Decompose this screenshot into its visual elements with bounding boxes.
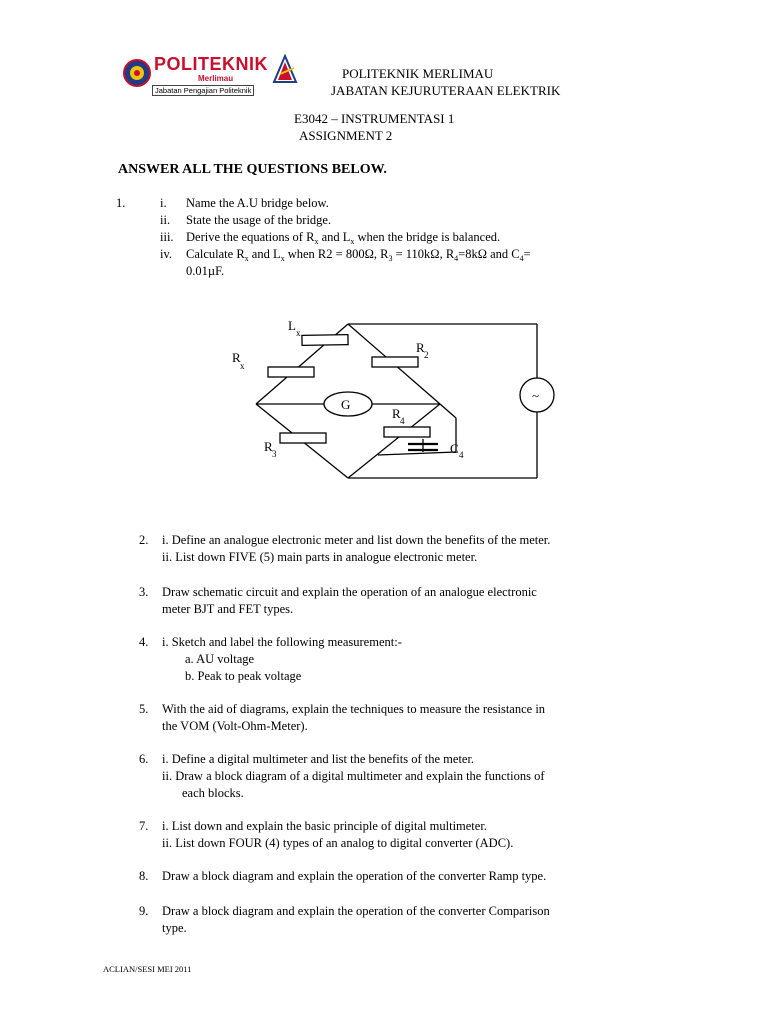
c4-label: C — [450, 441, 459, 456]
r2-resistor — [372, 357, 418, 367]
q6-line3: each blocks. — [182, 786, 244, 800]
q1-part-ii: State the usage of the bridge. — [186, 213, 332, 227]
lx-inductor — [302, 335, 348, 346]
rx-label-sub: x — [240, 361, 245, 371]
q1-part-iv-line1: Calculate $R_x$ and $L_x$ when R2 = 800Ω, $R_3 = 110k\Omega$, $R_4=8k\Omega$ and $C_4=$ — [186, 247, 531, 263]
r2-label-sub: 2 — [424, 350, 429, 360]
c4-label-sub: 4 — [459, 450, 464, 460]
galvanometer-label: G — [341, 397, 351, 412]
q5-number: 5. — [139, 702, 149, 716]
q2-line1: i. Define an analogue electronic meter and list down the benefits of the meter. — [162, 533, 551, 547]
rx-label: R — [232, 350, 241, 365]
r3-label: R — [264, 439, 273, 454]
q1-number: 1. — [116, 196, 126, 210]
assignment-title: ASSIGNMENT 2 — [299, 128, 393, 143]
q9-line1: Draw a block diagram and explain the operation of the converter Comparison — [162, 904, 550, 918]
q9-number: 9. — [139, 904, 149, 918]
q9-line2: type. — [162, 921, 187, 935]
q8-line1: Draw a block diagram and explain the operation of the converter Ramp type. — [162, 869, 547, 883]
q1-part-iv-line2: 0.01µF. — [186, 264, 225, 278]
instructions: ANSWER ALL THE QUESTIONS BELOW. — [118, 162, 387, 177]
q4-line2: a. AU voltage — [185, 652, 255, 666]
q4-line3: b. Peak to peak voltage — [185, 669, 302, 683]
crest-icon — [122, 56, 152, 90]
q7-line1: i. List down and explain the basic principle of digital multimeter. — [162, 819, 487, 833]
q3-line2: meter BJT and FET types. — [162, 602, 294, 616]
r2-label: R — [416, 340, 425, 355]
source-label: ~ — [532, 388, 540, 403]
r4-label: R — [392, 406, 401, 421]
q4-line1: i. Sketch and label the following measurement:- — [162, 635, 402, 649]
r3-resistor — [280, 433, 326, 443]
q7-line2: ii. List down FOUR (4) types of an analog to digital converter (ADC). — [162, 836, 514, 850]
q7-number: 7. — [139, 819, 149, 833]
r4-label-sub: 4 — [400, 416, 405, 426]
q1-part-ii-marker: ii. — [160, 213, 171, 227]
q2-line2: ii. List down FIVE (5) main parts in analogue electronic meter. — [162, 550, 478, 564]
q1-part-iii: Derive the equations of $R_x$ and $L_x$ when the bridge is balanced. — [186, 230, 501, 246]
r4-resistor — [384, 427, 430, 437]
q6-line2: ii. Draw a block diagram of a digital multimeter and explain the functions of — [162, 769, 545, 783]
logo-name: POLITEKNIK — [154, 54, 269, 74]
emblem-icon — [272, 54, 298, 84]
q6-number: 6. — [139, 752, 149, 766]
bridge-circuit-diagram — [0, 300, 768, 500]
course-title: E3042 – INSTRUMENTASI 1 — [294, 111, 455, 126]
footer-text: ACLIAN/SESI MEI 2011 — [103, 964, 192, 974]
department-name: JABATAN KEJURUTERAAN ELEKTRIK — [331, 83, 561, 98]
q1-part-i-marker: i. — [160, 196, 167, 210]
logo-department: Jabatan Pengajian Politeknik — [152, 85, 254, 96]
q3-number: 3. — [139, 585, 149, 599]
politeknik-logo — [120, 52, 300, 104]
r3-label-sub: 3 — [272, 449, 277, 459]
q1-part-iii-marker: iii. — [160, 230, 174, 244]
logo-campus: Merlimau — [198, 74, 234, 83]
q6-line1: i. Define a digital multimeter and list the benefits of the meter. — [162, 752, 475, 766]
q1-part-iv-marker: iv. — [160, 247, 173, 261]
q4-number: 4. — [139, 635, 149, 649]
lx-label: L — [288, 318, 296, 333]
rx-resistor — [268, 367, 314, 377]
q1-part-i: Name the A.U bridge below. — [186, 196, 329, 210]
q8-number: 8. — [139, 869, 149, 883]
q5-line2: the VOM (Volt-Ohm-Meter). — [162, 719, 308, 733]
q5-line1: With the aid of diagrams, explain the techniques to measure the resistance in — [162, 702, 546, 716]
institution-name: POLITEKNIK MERLIMAU — [342, 66, 494, 81]
lx-label-sub: x — [296, 328, 301, 338]
q2-number: 2. — [139, 533, 149, 547]
q3-line1: Draw schematic circuit and explain the operation of an analogue electronic — [162, 585, 537, 599]
